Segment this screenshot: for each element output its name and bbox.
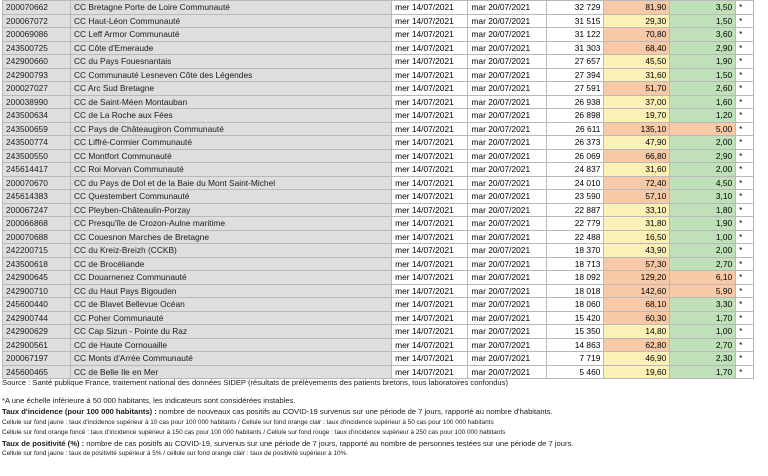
row-code: 242200715 <box>3 244 71 258</box>
row-population: 32 729 <box>546 1 604 15</box>
row-positivity: 2,00 <box>670 244 736 258</box>
row-end-date: mar 20/07/2021 <box>468 55 546 69</box>
row-population: 26 611 <box>546 122 604 136</box>
incidence-legend-2: Cellule sur fond orange foncé : taux d'incidence supérieur à 150 cas pour 100 000 habitants / Cellule sur fond rouge : taux d'incidence supérieur à 250 cas pour 100 000 habitants <box>2 428 506 436</box>
row-start-date: mer 14/07/2021 <box>392 95 468 109</box>
row-instability-mark: * <box>736 244 754 258</box>
row-epci-name: CC Pays de Châteaugiron Communauté <box>70 122 391 136</box>
row-positivity: 2,70 <box>670 338 736 352</box>
row-positivity: 1,80 <box>670 203 736 217</box>
row-code: 243500725 <box>3 41 71 55</box>
row-population: 27 591 <box>546 82 604 96</box>
row-positivity: 6,10 <box>670 271 736 285</box>
row-positivity: 3,10 <box>670 190 736 204</box>
incidence-legend-1: Cellule sur fond jaune : taux d'incidence supérieur à 10 cas pour 100 000 habitants / Cellule sur fond orange clair : taux d'incidence supérieur à 50 cas pour 100 000 habitants <box>2 418 494 426</box>
row-instability-mark: * <box>736 68 754 82</box>
row-end-date: mar 20/07/2021 <box>468 230 546 244</box>
row-code: 200070662 <box>3 1 71 15</box>
row-start-date: mer 14/07/2021 <box>392 244 468 258</box>
row-incidence: 51,70 <box>604 82 670 96</box>
row-population: 23 590 <box>546 190 604 204</box>
row-population: 15 350 <box>546 325 604 339</box>
row-epci-name: CC du Kreiz-Breizh (CCKB) <box>70 244 391 258</box>
row-end-date: mar 20/07/2021 <box>468 352 546 366</box>
data-table <box>2 0 754 379</box>
row-end-date: mar 20/07/2021 <box>468 14 546 28</box>
table-row <box>3 311 754 325</box>
row-positivity: 2,30 <box>670 352 736 366</box>
row-code: 245614383 <box>3 190 71 204</box>
row-epci-name: CC du Pays Fouesnantais <box>70 55 391 69</box>
table-row <box>3 136 754 150</box>
row-code: 245600465 <box>3 365 71 379</box>
row-positivity: 3,30 <box>670 298 736 312</box>
row-end-date: mar 20/07/2021 <box>468 217 546 231</box>
row-positivity: 4,50 <box>670 176 736 190</box>
row-incidence: 19,60 <box>604 365 670 379</box>
row-code: 200067072 <box>3 14 71 28</box>
row-start-date: mer 14/07/2021 <box>392 298 468 312</box>
row-epci-name: CC du Pays de Dol et de la Baie du Mont Saint-Michel <box>70 176 391 190</box>
row-end-date: mar 20/07/2021 <box>468 95 546 109</box>
row-start-date: mer 14/07/2021 <box>392 284 468 298</box>
row-positivity: 2,90 <box>670 149 736 163</box>
row-epci-name: CC de Haute Cornouaille <box>70 338 391 352</box>
row-start-date: mer 14/07/2021 <box>392 55 468 69</box>
table-row <box>3 28 754 42</box>
row-start-date: mer 14/07/2021 <box>392 109 468 123</box>
row-start-date: mer 14/07/2021 <box>392 1 468 15</box>
row-start-date: mer 14/07/2021 <box>392 203 468 217</box>
row-epci-name: CC du Haut Pays Bigouden <box>70 284 391 298</box>
row-code: 243500634 <box>3 109 71 123</box>
table-row <box>3 14 754 28</box>
row-incidence: 31,60 <box>604 163 670 177</box>
row-code: 242900660 <box>3 55 71 69</box>
row-population: 24 837 <box>546 163 604 177</box>
positivity-legend: Cellule sur fond jaune : taux de positivité supérieur à 5% / cellule sur fond orange clair : taux de positivité supérieur à 10%. <box>2 450 348 457</box>
row-incidence: 14,80 <box>604 325 670 339</box>
row-instability-mark: * <box>736 298 754 312</box>
row-instability-mark: * <box>736 365 754 379</box>
row-code: 200067197 <box>3 352 71 366</box>
row-incidence: 46,90 <box>604 352 670 366</box>
row-start-date: mer 14/07/2021 <box>392 190 468 204</box>
notes-section <box>2 377 762 459</box>
row-epci-name: CC Communauté Lesneven Côte des Légendes <box>70 68 391 82</box>
row-end-date: mar 20/07/2021 <box>468 41 546 55</box>
row-instability-mark: * <box>736 311 754 325</box>
row-positivity: 1,20 <box>670 109 736 123</box>
row-end-date: mar 20/07/2021 <box>468 68 546 82</box>
row-population: 24 010 <box>546 176 604 190</box>
row-population: 14 863 <box>546 338 604 352</box>
row-positivity: 5,90 <box>670 284 736 298</box>
row-epci-name: CC Presqu'île de Crozon-Aulne maritime <box>70 217 391 231</box>
row-end-date: mar 20/07/2021 <box>468 28 546 42</box>
row-code: 245600440 <box>3 298 71 312</box>
row-incidence: 68,10 <box>604 298 670 312</box>
table-row <box>3 149 754 163</box>
row-positivity: 1,00 <box>670 325 736 339</box>
row-positivity: 3,50 <box>670 1 736 15</box>
row-epci-name: CC de Saint-Méen Montauban <box>70 95 391 109</box>
row-start-date: mer 14/07/2021 <box>392 136 468 150</box>
row-end-date: mar 20/07/2021 <box>468 190 546 204</box>
row-instability-mark: * <box>736 82 754 96</box>
row-incidence: 60,30 <box>604 311 670 325</box>
row-start-date: mer 14/07/2021 <box>392 338 468 352</box>
row-epci-name: CC Haut-Léon Communauté <box>70 14 391 28</box>
table-row <box>3 217 754 231</box>
row-code: 242900793 <box>3 68 71 82</box>
row-positivity: 1,60 <box>670 95 736 109</box>
row-code: 242900744 <box>3 311 71 325</box>
row-positivity: 5,00 <box>670 122 736 136</box>
positivity-text: nombre de cas positifs au COVID-19, survenus sur une période de 7 jours, rapporté au nombre de personnes testées sur une période de 7 jours. <box>84 438 574 448</box>
row-population: 18 060 <box>546 298 604 312</box>
row-instability-mark: * <box>736 163 754 177</box>
row-instability-mark: * <box>736 55 754 69</box>
row-positivity: 2,00 <box>670 136 736 150</box>
table-row <box>3 68 754 82</box>
row-epci-name: CC de Belle Ile en Mer <box>70 365 391 379</box>
row-instability-mark: * <box>736 352 754 366</box>
row-instability-mark: * <box>736 136 754 150</box>
table-row <box>3 82 754 96</box>
row-epci-name: CC Cap Sizun - Pointe du Raz <box>70 325 391 339</box>
row-end-date: mar 20/07/2021 <box>468 136 546 150</box>
row-start-date: mer 14/07/2021 <box>392 163 468 177</box>
row-epci-name: CC Monts d'Arrée Communauté <box>70 352 391 366</box>
row-incidence: 68,40 <box>604 41 670 55</box>
row-code: 243500659 <box>3 122 71 136</box>
row-incidence: 16,50 <box>604 230 670 244</box>
row-end-date: mar 20/07/2021 <box>468 1 546 15</box>
row-start-date: mer 14/07/2021 <box>392 230 468 244</box>
row-end-date: mar 20/07/2021 <box>468 122 546 136</box>
row-end-date: mar 20/07/2021 <box>468 257 546 271</box>
table-row <box>3 55 754 69</box>
row-population: 22 488 <box>546 230 604 244</box>
row-epci-name: CC Leff Armor Communauté <box>70 28 391 42</box>
row-end-date: mar 20/07/2021 <box>468 203 546 217</box>
row-population: 31 303 <box>546 41 604 55</box>
table-row <box>3 1 754 15</box>
row-instability-mark: * <box>736 325 754 339</box>
row-end-date: mar 20/07/2021 <box>468 109 546 123</box>
row-population: 18 713 <box>546 257 604 271</box>
row-epci-name: CC de Brocéliande <box>70 257 391 271</box>
row-code: 243500774 <box>3 136 71 150</box>
row-instability-mark: * <box>736 257 754 271</box>
row-population: 27 657 <box>546 55 604 69</box>
row-positivity: 1,90 <box>670 55 736 69</box>
row-end-date: mar 20/07/2021 <box>468 365 546 379</box>
row-population: 5 460 <box>546 365 604 379</box>
row-start-date: mer 14/07/2021 <box>392 217 468 231</box>
row-positivity: 2,00 <box>670 163 736 177</box>
row-epci-name: CC Couesnon Marches de Bretagne <box>70 230 391 244</box>
row-start-date: mer 14/07/2021 <box>392 68 468 82</box>
row-population: 22 887 <box>546 203 604 217</box>
row-population: 31 515 <box>546 14 604 28</box>
row-epci-name: CC Montfort Communauté <box>70 149 391 163</box>
source-note: Source : Santé publique France, traitement national des données SIDEP (résultats de prélèvements des patients bretons, tous laboratoires confondus) <box>2 378 508 387</box>
row-incidence: 47,90 <box>604 136 670 150</box>
table-row <box>3 109 754 123</box>
row-start-date: mer 14/07/2021 <box>392 176 468 190</box>
table-row <box>3 325 754 339</box>
incidence-text: nombre de nouveaux cas positifs au COVID-19 survenus sur une période de 7 jours, rapporté au nombre d'habitants. <box>156 407 553 416</box>
row-incidence: 31,60 <box>604 68 670 82</box>
incidence-definition <box>2 406 762 418</box>
row-instability-mark: * <box>736 95 754 109</box>
row-epci-name: CC Liffré-Cormier Communauté <box>70 136 391 150</box>
table-row <box>3 203 754 217</box>
row-code: 242900629 <box>3 325 71 339</box>
row-end-date: mar 20/07/2021 <box>468 338 546 352</box>
row-end-date: mar 20/07/2021 <box>468 82 546 96</box>
row-start-date: mer 14/07/2021 <box>392 271 468 285</box>
table-row <box>3 257 754 271</box>
row-positivity: 2,70 <box>670 257 736 271</box>
row-start-date: mer 14/07/2021 <box>392 122 468 136</box>
row-population: 27 394 <box>546 68 604 82</box>
row-positivity: 3,60 <box>670 28 736 42</box>
row-start-date: mer 14/07/2021 <box>392 149 468 163</box>
row-instability-mark: * <box>736 122 754 136</box>
table-row <box>3 298 754 312</box>
row-epci-name: CC de Blavet Bellevue Océan <box>70 298 391 312</box>
row-end-date: mar 20/07/2021 <box>468 176 546 190</box>
table-row <box>3 122 754 136</box>
row-positivity: 1,70 <box>670 311 736 325</box>
row-incidence: 62,80 <box>604 338 670 352</box>
row-end-date: mar 20/07/2021 <box>468 163 546 177</box>
row-start-date: mer 14/07/2021 <box>392 14 468 28</box>
row-incidence: 31,80 <box>604 217 670 231</box>
row-population: 18 018 <box>546 284 604 298</box>
positivity-label: Taux de positivité (%) : <box>2 438 85 448</box>
row-positivity: 1,70 <box>670 365 736 379</box>
row-incidence: 33,10 <box>604 203 670 217</box>
row-start-date: mer 14/07/2021 <box>392 325 468 339</box>
row-instability-mark: * <box>736 41 754 55</box>
row-epci-name: CC Pleyben-Châteaulin-Porzay <box>70 203 391 217</box>
row-start-date: mer 14/07/2021 <box>392 311 468 325</box>
row-end-date: mar 20/07/2021 <box>468 298 546 312</box>
table-row <box>3 284 754 298</box>
row-epci-name: CC Poher Communauté <box>70 311 391 325</box>
row-positivity: 2,90 <box>670 41 736 55</box>
table-row <box>3 176 754 190</box>
row-instability-mark: * <box>736 28 754 42</box>
row-end-date: mar 20/07/2021 <box>468 149 546 163</box>
row-end-date: mar 20/07/2021 <box>468 271 546 285</box>
row-code: 200069086 <box>3 28 71 42</box>
row-incidence: 81,90 <box>604 1 670 15</box>
row-start-date: mer 14/07/2021 <box>392 28 468 42</box>
row-end-date: mar 20/07/2021 <box>468 311 546 325</box>
row-instability-mark: * <box>736 338 754 352</box>
row-code: 242900710 <box>3 284 71 298</box>
row-incidence: 70,80 <box>604 28 670 42</box>
row-epci-name: CC Côte d'Emeraude <box>70 41 391 55</box>
row-start-date: mer 14/07/2021 <box>392 365 468 379</box>
row-population: 18 092 <box>546 271 604 285</box>
row-incidence: 129,20 <box>604 271 670 285</box>
row-population: 7 719 <box>546 352 604 366</box>
positivity-definition <box>2 438 762 450</box>
incidence-label: Taux d'incidence (pour 100 000 habitants) : <box>2 407 157 416</box>
row-population: 26 069 <box>546 149 604 163</box>
row-instability-mark: * <box>736 217 754 231</box>
table-row <box>3 163 754 177</box>
row-code: 242900645 <box>3 271 71 285</box>
row-code: 243500618 <box>3 257 71 271</box>
row-end-date: mar 20/07/2021 <box>468 244 546 258</box>
row-positivity: 1,50 <box>670 14 736 28</box>
row-instability-mark: * <box>736 203 754 217</box>
row-positivity: 1,00 <box>670 230 736 244</box>
row-instability-mark: * <box>736 271 754 285</box>
table-row <box>3 271 754 285</box>
row-instability-mark: * <box>736 230 754 244</box>
row-start-date: mer 14/07/2021 <box>392 82 468 96</box>
table-row <box>3 352 754 366</box>
row-instability-mark: * <box>736 149 754 163</box>
row-positivity: 2,60 <box>670 82 736 96</box>
row-incidence: 66,80 <box>604 149 670 163</box>
row-population: 26 938 <box>546 95 604 109</box>
row-incidence: 72,40 <box>604 176 670 190</box>
row-instability-mark: * <box>736 1 754 15</box>
row-epci-name: CC Arc Sud Bretagne <box>70 82 391 96</box>
row-instability-mark: * <box>736 109 754 123</box>
row-code: 200070670 <box>3 176 71 190</box>
row-code: 200067247 <box>3 203 71 217</box>
scale-note: *A une échelle inférieure à 50 000 habitants, les indicateurs sont considérées instables. <box>2 395 296 405</box>
table-row <box>3 230 754 244</box>
row-epci-name: CC de La Roche aux Fées <box>70 109 391 123</box>
row-incidence: 57,10 <box>604 190 670 204</box>
row-population: 22 779 <box>546 217 604 231</box>
row-code: 200027027 <box>3 82 71 96</box>
row-population: 18 370 <box>546 244 604 258</box>
row-code: 200066868 <box>3 217 71 231</box>
table-row <box>3 244 754 258</box>
row-start-date: mer 14/07/2021 <box>392 352 468 366</box>
row-positivity: 1,90 <box>670 217 736 231</box>
row-incidence: 29,30 <box>604 14 670 28</box>
row-incidence: 57,30 <box>604 257 670 271</box>
row-start-date: mer 14/07/2021 <box>392 41 468 55</box>
row-instability-mark: * <box>736 14 754 28</box>
row-code: 243500550 <box>3 149 71 163</box>
row-positivity: 1,50 <box>670 68 736 82</box>
table-row <box>3 95 754 109</box>
row-end-date: mar 20/07/2021 <box>468 284 546 298</box>
row-incidence: 142,60 <box>604 284 670 298</box>
row-incidence: 45,50 <box>604 55 670 69</box>
row-epci-name: CC Questembert Communauté <box>70 190 391 204</box>
row-population: 26 373 <box>546 136 604 150</box>
row-epci-name: CC Douarnenez Communauté <box>70 271 391 285</box>
table-body <box>3 1 754 379</box>
row-code: 200070688 <box>3 230 71 244</box>
row-instability-mark: * <box>736 190 754 204</box>
row-population: 31 122 <box>546 28 604 42</box>
row-instability-mark: * <box>736 284 754 298</box>
row-code: 242900561 <box>3 338 71 352</box>
row-start-date: mer 14/07/2021 <box>392 257 468 271</box>
row-epci-name: CC Bretagne Porte de Loire Communauté <box>70 1 391 15</box>
row-incidence: 43,90 <box>604 244 670 258</box>
row-instability-mark: * <box>736 176 754 190</box>
row-population: 26 898 <box>546 109 604 123</box>
row-population: 15 420 <box>546 311 604 325</box>
table-row <box>3 338 754 352</box>
row-code: 200038990 <box>3 95 71 109</box>
row-incidence: 135,10 <box>604 122 670 136</box>
row-incidence: 19,70 <box>604 109 670 123</box>
row-code: 245614417 <box>3 163 71 177</box>
table-row <box>3 41 754 55</box>
table-row <box>3 190 754 204</box>
row-epci-name: CC Roi Morvan Communauté <box>70 163 391 177</box>
row-incidence: 37,00 <box>604 95 670 109</box>
row-end-date: mar 20/07/2021 <box>468 325 546 339</box>
